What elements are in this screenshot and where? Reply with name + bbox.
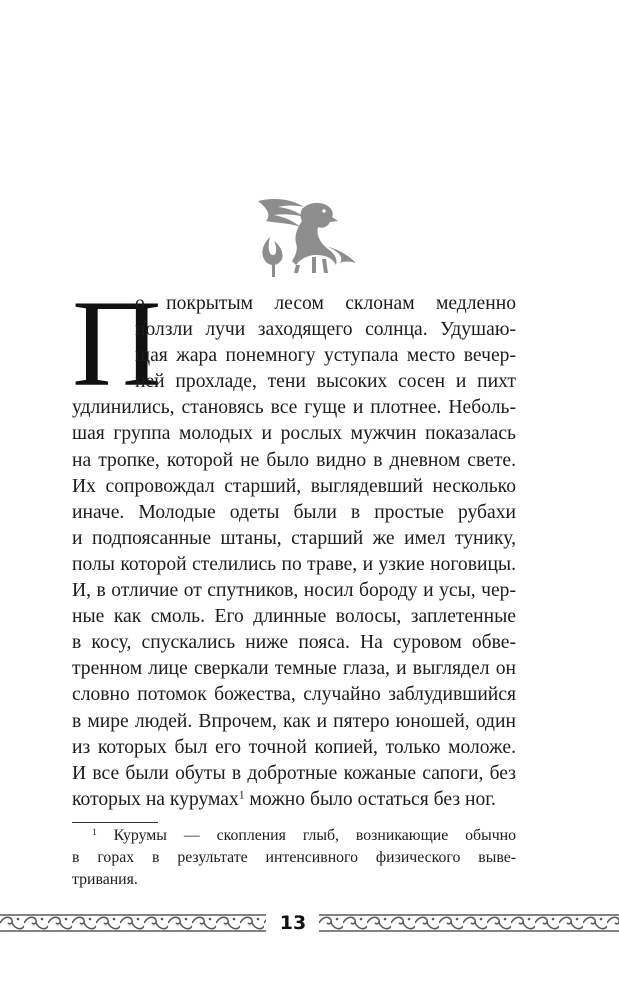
text-line: и подпоясанные штаны, старший же имел тунику, <box>72 527 516 549</box>
text-line: удлинились, становясь все гуще и плотнее. Неболь- <box>72 397 516 419</box>
page-number: 13 <box>279 912 307 934</box>
body-paragraph <box>72 275 516 813</box>
winged-dragon-icon <box>252 193 364 277</box>
text-line: шая группа молодых и рослых мужчин показалась <box>72 423 516 445</box>
scroll-ornament-icon <box>0 914 266 932</box>
text-line: в мире людей. Впрочем, как и пятеро юношей, один <box>72 710 516 732</box>
text-line: ней прохладе, тени высоких сосен и пихт <box>135 371 516 393</box>
text-line <box>72 787 516 813</box>
text-fragment: можно было остаться без ног. <box>244 788 496 810</box>
text-line: иначе. Молодые одеты были в простые рубахи <box>72 501 516 523</box>
footnote-line: в горах в результате интенсивного физического выве- <box>72 849 516 866</box>
text-line: ползли лучи заходящего солнца. Удушаю- <box>135 319 516 341</box>
footnote <box>72 825 516 891</box>
text-line: тренном лице сверкали темные глаза, и выглядел он <box>72 658 516 680</box>
text-line: щая жара понемногу уступала место вечер- <box>135 345 516 367</box>
text-fragment: которых на курумах <box>72 788 239 810</box>
scroll-ornament-icon <box>319 914 619 932</box>
footnote-marker: 1 <box>92 827 97 838</box>
text-line: из которых был его точной копией, только моложе. <box>72 736 516 758</box>
footnote-text: Курумы — скопления глыб, возникающие обычно <box>96 827 516 844</box>
text-line: ные как смоль. Его длинные волосы, заплетенные <box>72 606 516 628</box>
text-line: полы которой стелились по траве, и узкие ноговицы. <box>72 553 516 575</box>
footnote-line <box>72 825 516 847</box>
text-line: о покрытым лесом склонам медленно <box>135 293 516 314</box>
text-line: И, в отличие от спутников, носил бороду и усы, чер- <box>72 580 516 602</box>
text-line: И все были обуты в добротные кожаные сапоги, без <box>72 762 516 784</box>
text-line: на тропке, которой не было видно в дневном свете. <box>72 449 516 471</box>
footnote-reference[interactable]: 1 <box>238 788 245 802</box>
footnote-line: тривания. <box>72 871 138 888</box>
text-line: в косу, спускались ниже пояса. На суровом обве- <box>72 632 516 654</box>
text-line: Их сопровождал старший, выглядевший несколько <box>72 475 516 497</box>
footnote-divider <box>72 822 158 823</box>
text-line: словно потомок божества, случайно заблудившийся <box>72 684 516 706</box>
drop-cap: П <box>72 275 162 412</box>
